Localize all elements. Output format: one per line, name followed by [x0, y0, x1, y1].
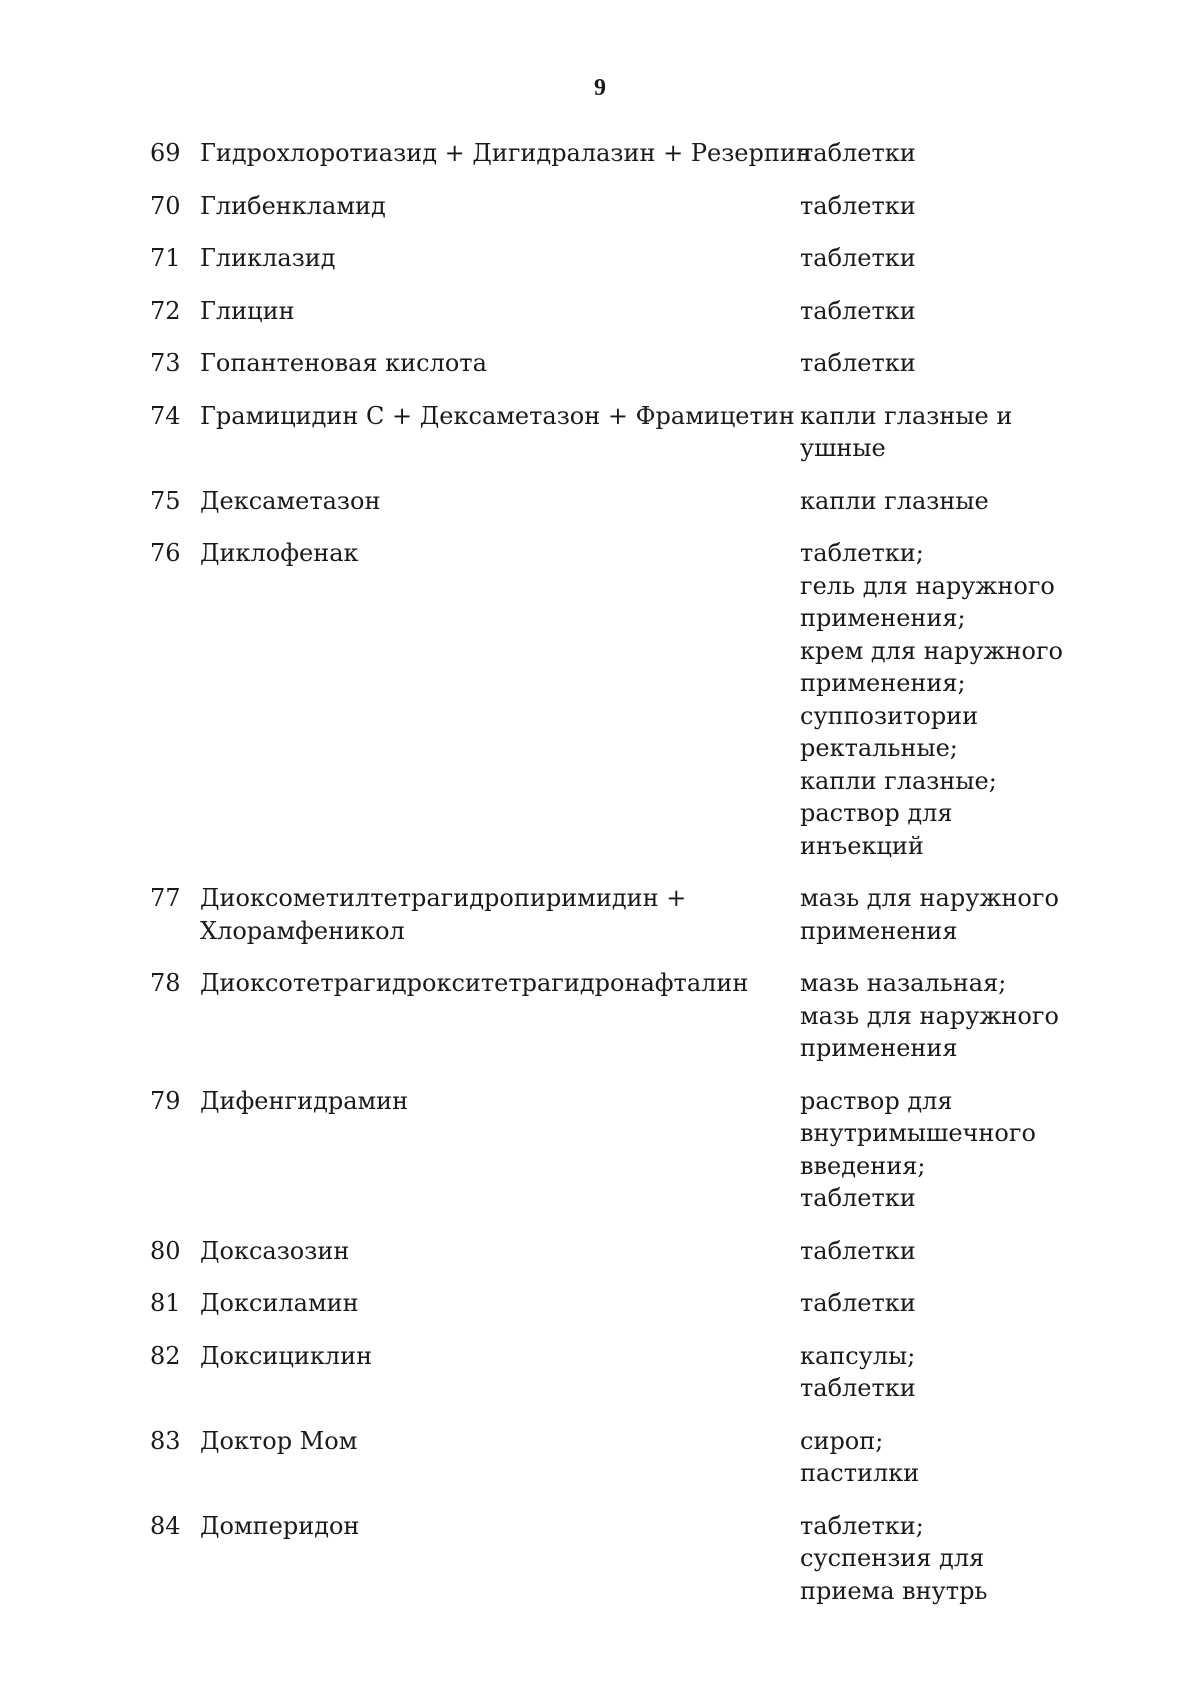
drug-name-line: Домперидон	[200, 1511, 360, 1540]
dosage-form	[800, 967, 1070, 1065]
dosage-form-line: мазь для наружного	[800, 884, 1059, 912]
drug-name	[200, 537, 790, 570]
dosage-form-line: таблетки	[800, 1184, 916, 1212]
drug-number: 75	[150, 486, 181, 515]
dosage-form-line: приема внутрь	[800, 1576, 988, 1605]
drug-name	[200, 400, 795, 433]
dosage-form-line: внутримышечного	[800, 1119, 1036, 1147]
dosage-form-line: таблетки	[800, 1374, 916, 1402]
drug-number: 79	[150, 1086, 181, 1115]
drug-name-line: Гидрохлоротиазид + Дигидралазин + Резерпин	[200, 139, 812, 167]
dosage-form-line: таблетки;	[800, 539, 924, 567]
dosage-form	[800, 1510, 1070, 1608]
dosage-form-line: таблетки	[800, 1236, 916, 1265]
drug-name-line: Диоксометилтетрагидропиримидин +	[200, 884, 687, 912]
dosage-form	[800, 537, 1070, 862]
drug-name	[200, 295, 790, 328]
dosage-form-line: раствор для	[800, 799, 953, 827]
drug-name	[200, 347, 790, 380]
drug-name-line: Глицин	[200, 296, 295, 325]
dosage-form-line: таблетки	[800, 349, 916, 377]
dosage-form	[800, 295, 1070, 328]
drug-number: 83	[150, 1426, 181, 1455]
drug-name-line: Доктор Мом	[200, 1426, 358, 1455]
drug-number: 69	[150, 139, 181, 167]
dosage-form	[800, 1235, 1070, 1268]
drug-name	[200, 1085, 790, 1118]
dosage-form	[800, 1340, 1070, 1405]
drug-row	[0, 1287, 1200, 1320]
drug-name	[200, 137, 812, 170]
drug-row	[0, 1425, 1200, 1490]
drug-name-line: Дифенгидрамин	[200, 1086, 409, 1115]
dosage-form-line: таблетки;	[800, 1511, 924, 1540]
drug-name-line: Доксициклин	[200, 1341, 373, 1370]
dosage-form-line: таблетки	[800, 244, 916, 272]
dosage-form-line: применения	[800, 1034, 958, 1062]
drug-row	[0, 347, 1200, 380]
drug-number: 74	[150, 401, 181, 430]
dosage-form-line: таблетки	[800, 296, 916, 325]
drug-row	[0, 1510, 1200, 1608]
drug-name	[200, 485, 790, 518]
drug-row	[0, 242, 1200, 275]
drug-row	[0, 1340, 1200, 1405]
drug-name	[200, 1340, 790, 1373]
drug-number: 81	[150, 1289, 181, 1317]
dosage-form-line: мазь для наружного	[800, 1001, 1059, 1030]
drug-name	[200, 1510, 790, 1543]
drug-number: 78	[150, 969, 181, 997]
drug-row	[0, 485, 1200, 518]
dosage-form-line: применения;	[800, 669, 966, 697]
dosage-form-line: гель для наружного	[800, 571, 1055, 600]
drug-row	[0, 295, 1200, 328]
dosage-form-line: инъекций	[800, 831, 924, 860]
drug-number: 73	[150, 349, 181, 377]
drug-row	[0, 1085, 1200, 1215]
drug-row	[0, 400, 1200, 465]
drug-name-line: Дексаметазон	[200, 486, 381, 515]
dosage-form-line: мазь назальная;	[800, 969, 1007, 997]
dosage-form-line: капли глазные и	[800, 401, 1013, 430]
dosage-form	[800, 882, 1070, 947]
drug-name	[200, 1287, 790, 1320]
drug-number: 82	[150, 1341, 181, 1370]
dosage-form-line: таблетки	[800, 139, 916, 167]
drug-row	[0, 882, 1200, 947]
dosage-form-line: капсулы;	[800, 1341, 916, 1370]
drug-name-line: Доксазозин	[200, 1236, 350, 1265]
dosage-form	[800, 242, 1070, 275]
drug-name-line: Гликлазид	[200, 244, 336, 272]
dosage-form	[800, 347, 1070, 380]
drug-name-line: Глибенкламид	[200, 191, 386, 220]
page-number: 9	[594, 75, 606, 101]
drug-row	[0, 537, 1200, 862]
drug-list	[0, 137, 1200, 1627]
dosage-form-line: суппозитории	[800, 701, 979, 730]
dosage-form-line: введения;	[800, 1151, 926, 1180]
drug-number: 71	[150, 244, 181, 272]
dosage-form-line: применения	[800, 916, 958, 945]
drug-name	[200, 190, 790, 223]
drug-name	[200, 967, 790, 1000]
drug-name-line: Грамицидин С + Дексаметазон + Фрамицетин	[200, 401, 795, 430]
dosage-form-line: таблетки	[800, 191, 916, 220]
dosage-form-line: суспензия для	[800, 1544, 985, 1572]
dosage-form-line: капли глазные;	[800, 766, 997, 795]
drug-name-line: Доксиламин	[200, 1289, 359, 1317]
drug-name	[200, 882, 790, 947]
dosage-form-line: крем для наружного	[800, 636, 1063, 665]
drug-row	[0, 967, 1200, 1065]
drug-row	[0, 1235, 1200, 1268]
drug-name-line: Диоксотетрагидрокситетрагидронафталин	[200, 969, 749, 997]
dosage-form	[800, 190, 1070, 223]
dosage-form-line: раствор для	[800, 1086, 953, 1115]
dosage-form-line: ректальные;	[800, 734, 958, 762]
drug-number: 84	[150, 1511, 181, 1540]
drug-name	[200, 1235, 790, 1268]
dosage-form-line: сироп;	[800, 1426, 884, 1455]
drug-name-line: Гопантеновая кислота	[200, 349, 487, 377]
dosage-form-line: применения;	[800, 604, 966, 632]
dosage-form	[800, 137, 1070, 170]
drug-name	[200, 242, 790, 275]
dosage-form-line: ушные	[800, 434, 886, 462]
dosage-form	[800, 1425, 1070, 1490]
drug-number: 76	[150, 539, 181, 567]
drug-row	[0, 190, 1200, 223]
dosage-form	[800, 1287, 1070, 1320]
drug-name-line: Диклофенак	[200, 539, 359, 567]
dosage-form-line: таблетки	[800, 1289, 916, 1317]
dosage-form	[800, 400, 1070, 465]
drug-number: 72	[150, 296, 181, 325]
drug-row	[0, 137, 1200, 170]
dosage-form	[800, 1085, 1070, 1215]
dosage-form-line: капли глазные	[800, 486, 989, 515]
drug-name	[200, 1425, 790, 1458]
drug-number: 80	[150, 1236, 181, 1265]
drug-name-line: Хлорамфеникол	[200, 916, 405, 945]
dosage-form	[800, 485, 1070, 518]
drug-number: 77	[150, 884, 181, 912]
drug-number: 70	[150, 191, 181, 220]
dosage-form-line: пастилки	[800, 1459, 920, 1487]
